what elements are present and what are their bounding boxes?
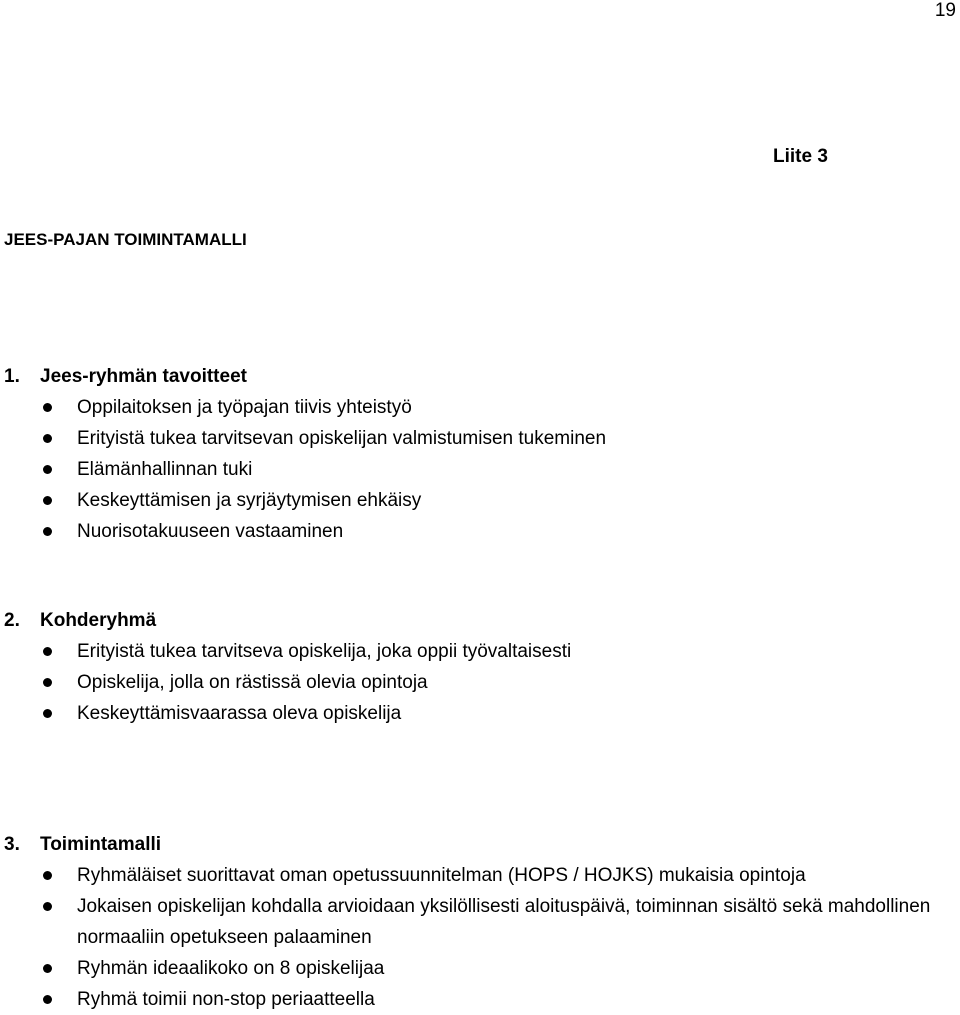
section-target-group — [4, 605, 954, 729]
section-goals — [4, 361, 954, 547]
operating-model-list — [4, 860, 954, 1015]
list-item-text: Ryhmän ideaalikoko on 8 opiskelijaa — [77, 958, 385, 979]
bullet-icon — [43, 709, 52, 718]
bullet-icon — [43, 995, 52, 1004]
list-item — [4, 984, 954, 1015]
list-item-text: Keskeyttämisen ja syrjäytymisen ehkäisy — [77, 490, 422, 511]
bullet-icon — [43, 678, 52, 687]
list-item-text: Ryhmä toimii non-stop periaatteella — [77, 989, 375, 1010]
section-heading — [4, 605, 954, 636]
list-item — [4, 454, 954, 485]
list-item-text: Erityistä tukea tarvitseva opiskelija, joka oppii työvaltaisesti — [77, 641, 572, 662]
list-item-text: Ryhmäläiset suorittavat oman opetussuunnitelman (HOPS / HOJKS) mukaisia opintoja — [77, 865, 806, 886]
bullet-icon — [43, 964, 52, 973]
bullet-icon — [43, 647, 52, 656]
list-item — [4, 485, 954, 516]
list-item — [4, 516, 954, 547]
section-number: 1. — [4, 366, 20, 387]
list-item — [4, 392, 954, 423]
list-item — [4, 860, 954, 891]
section-title: Kohderyhmä — [40, 610, 157, 631]
section-heading — [4, 829, 954, 860]
section-number: 2. — [4, 610, 20, 631]
bullet-icon — [43, 871, 52, 880]
section-title: Toimintamalli — [40, 834, 162, 855]
bullet-icon — [43, 434, 52, 443]
bullet-icon — [43, 902, 52, 911]
section-number: 3. — [4, 834, 20, 855]
list-item-text: Nuorisotakuuseen vastaaminen — [77, 521, 344, 542]
section-title: Jees-ryhmän tavoitteet — [40, 366, 247, 387]
list-item-text: Elämänhallinnan tuki — [77, 459, 253, 480]
bullet-icon — [43, 465, 52, 474]
section-heading — [4, 361, 954, 392]
target-group-list — [4, 636, 954, 729]
list-item — [4, 636, 954, 667]
list-item-text: Erityistä tukea tarvitsevan opiskelijan valmistumisen tukeminen — [77, 428, 607, 449]
bullet-icon — [43, 527, 52, 536]
page-number: 19 — [934, 0, 956, 21]
list-item-text: Jokaisen opiskelijan kohdalla arvioidaan yksilöllisesti aloituspäivä, toiminnan sisältö sekä mahdollinen normaaliin opetukseen palaaminen — [77, 896, 931, 948]
list-item-text: Oppilaitoksen ja työpajan tiivis yhteistyö — [77, 397, 412, 418]
section-operating-model — [4, 829, 954, 1015]
list-item-text: Opiskelija, jolla on rästissä olevia opintoja — [77, 672, 428, 693]
list-item — [4, 891, 954, 953]
list-item — [4, 423, 954, 454]
list-item — [4, 953, 954, 984]
list-item — [4, 667, 954, 698]
document-title: JEES-PAJAN TOIMINTAMALLI — [4, 230, 247, 249]
appendix-label: Liite 3 — [773, 146, 828, 167]
list-item-text: Keskeyttämisvaarassa oleva opiskelija — [77, 703, 402, 724]
bullet-icon — [43, 403, 52, 412]
goals-list — [4, 392, 954, 547]
list-item — [4, 698, 954, 729]
bullet-icon — [43, 496, 52, 505]
